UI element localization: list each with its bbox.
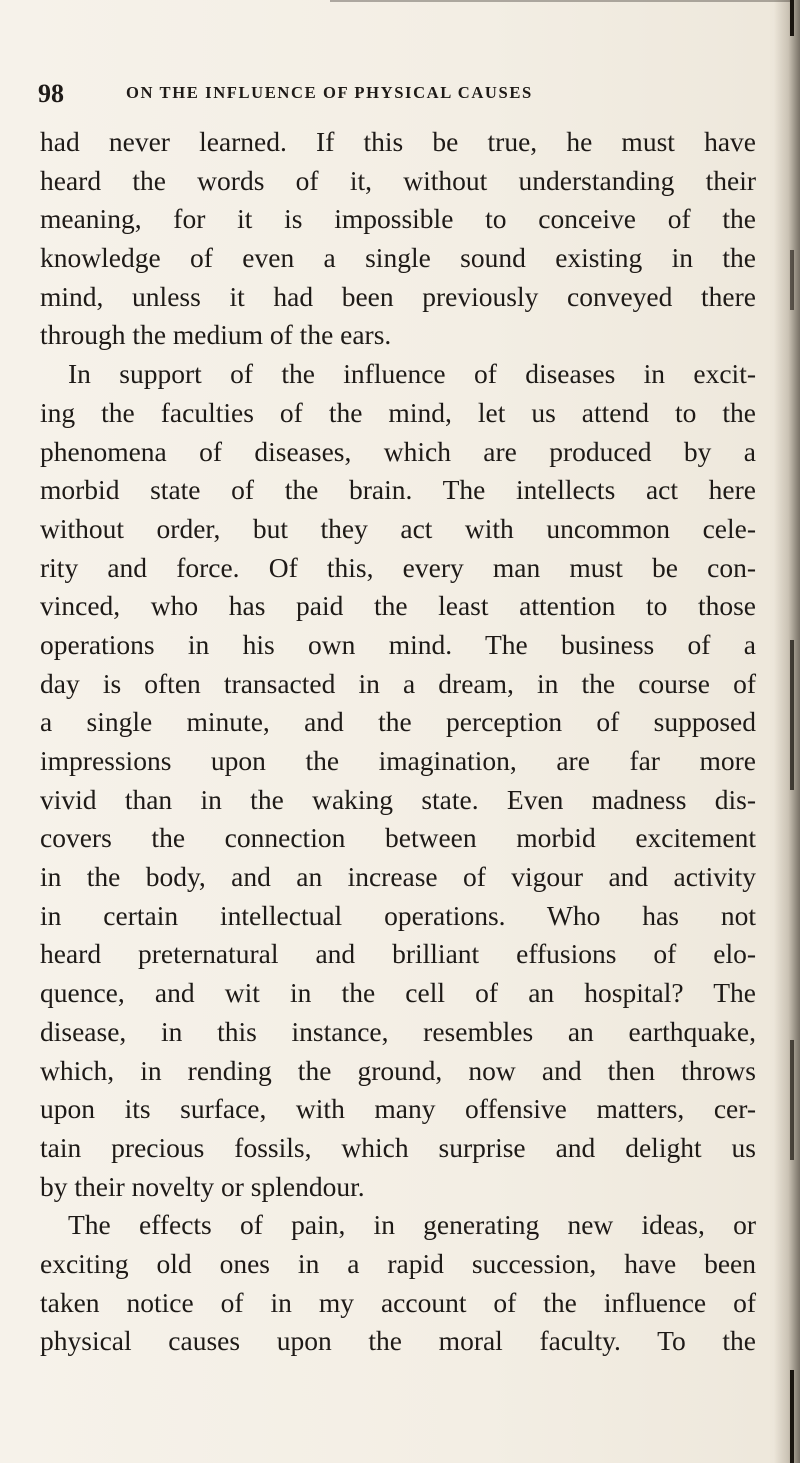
text-line: in certain intellectual operations. Who has not [40,899,756,931]
running-head-title: ON THE INFLUENCE OF PHYSICAL CAUSES [126,83,533,102]
paragraph-start-line: The effects of pain, in generating new ideas, or [68,1209,756,1241]
text-line: vinced, who has paid the least attention to those [40,590,756,622]
text-line: upon its surface, with many offensive matters, cer- [40,1093,756,1125]
page-number: 98 [38,79,64,108]
text-line: which, in rending the ground, now and then throws [40,1054,756,1086]
page-edge-mark [790,0,794,36]
text-line: rity and force. Of this, every man must be con- [40,551,756,583]
text-line: without order, but they act with uncommon cele- [40,512,756,544]
text-line: vivid than in the waking state. Even madness dis- [40,783,756,815]
page-edge-mark [790,1040,794,1160]
text-line: in the body, and an increase of vigour and activity [40,861,756,893]
text-line: mind, unless it had been previously conveyed there [40,280,756,312]
text-line: phenomena of diseases, which are produced by a [40,435,756,467]
body-text [40,123,756,1361]
page-edge-shadow [774,0,800,1463]
text-line: taken notice of in my account of the influence of [40,1286,756,1318]
text-line: by their novelty or splendour. [40,1170,365,1202]
text-line: through the medium of the ears. [40,319,392,351]
text-line: impressions upon the imagination, are far more [40,745,756,776]
page-edge-mark [790,1370,794,1463]
text-line: a single minute, and the perception of supposed [40,706,756,738]
text-line: had never learned. If this be true, he must have [40,126,756,157]
text-line: heard the words of it, without understanding their [40,164,756,196]
text-line: day is often transacted in a dream, in the course of [40,667,756,699]
running-head [38,79,758,107]
text-line: heard preternatural and brilliant effusions of elo- [40,938,756,970]
text-line: quence, and wit in the cell of an hospital? The [40,977,756,1009]
paragraph-start-line: In support of the influence of diseases in excit- [68,358,756,390]
text-line: covers the connection between morbid excitement [40,822,756,854]
page-edge-mark [790,640,794,790]
text-line: operations in his own mind. The business of a [40,628,756,660]
text-line: ing the faculties of the mind, let us attend to the [40,396,756,428]
text-line: meaning, for it is impossible to conceive of the [40,203,756,235]
text-line: physical causes upon the moral faculty. To the [40,1325,756,1357]
text-line: morbid state of the brain. The intellects act here [40,474,756,506]
page-edge-mark [790,250,794,310]
page-top-rule [330,0,790,2]
text-line: disease, in this instance, resembles an earthquake, [40,1015,756,1047]
text-line: tain precious fossils, which surprise and delight us [40,1131,756,1163]
text-line: exciting old ones in a rapid succession, have been [40,1247,756,1279]
text-line: knowledge of even a single sound existing in the [40,242,756,274]
